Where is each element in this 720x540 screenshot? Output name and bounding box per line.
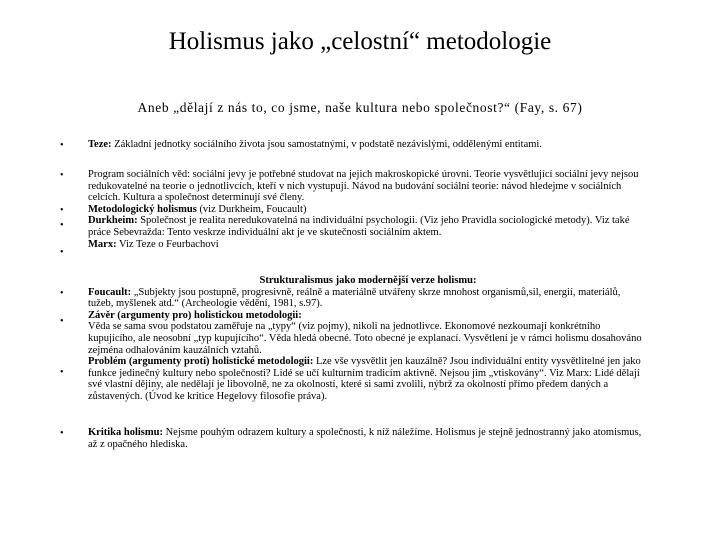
zaver-label: Závěr (argumenty pro) holistickou metodologii: <box>88 309 302 321</box>
item-teze <box>88 139 648 151</box>
zaver-text: Věda se sama svou podstatou zaměřuje na „typy“ (viz pojmy), nikoli na jednotlivce. Ekonomové nezkoumají konkrétního kupujícího, ale neosobní „typ kupujícího“. Věda hledá obecné. Toto obecné je explanací. Vysvětlení je v rámci holismu dosahováno zejména odhalováním kauzálních vztahů. <box>88 321 642 356</box>
problem-label: Problém (argumenty proti) holistické metodologii: <box>88 356 314 368</box>
problem-text: Lze vše vysvětlit jen kauzálně? Jsou individuální entity vysvětlitelné jen jako funkce jedinečný kultury nebo společnosti? Lidé se učí kulturním tradicím aktivně. Nejsou jim „vtiskovány“. Viz Marx: Lidé dělají své vlastní dějiny, ale nedělají je libovolně, ne za okolností, které si sami zvolili, nýbrž za okolností přímo předem daných a zůstavených. (Úvod ke kritice Hegelovy filosofie práva). <box>88 356 641 402</box>
durkheim-label: Durkheim: <box>88 215 138 227</box>
bullet-icon: • <box>60 247 64 258</box>
item-metodologicky <box>88 204 648 216</box>
foucault-text: „Subjekty jsou postupně, progresivně, reálně a materiálně utvářeny skrze mnohost organismů,sil, energií, materiálů, tužeb, myšlenek atd.“ (Archeologie vědění, 1981, s.97). <box>88 286 621 310</box>
block-program <box>88 169 648 250</box>
item-problem <box>88 356 648 402</box>
item-durkheim <box>88 215 648 238</box>
teze-text: Základní jednotky sociálního života jsou samostatnými, v podstatě nezávislými, oddělenými entitami. <box>111 139 542 150</box>
bullet-icon: • <box>60 140 64 151</box>
marx-label: Marx: <box>88 238 117 250</box>
bullet-icon: • <box>60 428 64 439</box>
bullet-icon: • <box>60 288 64 299</box>
metodologicky-label: Metodologický holismus <box>88 203 197 215</box>
item-kritika <box>88 427 648 450</box>
kritika-text: Nejsme pouhým odrazem kultury a společnosti, k níž náležíme. Holismus je stejně jednostranný jako atomismus, až z opačného hlediska. <box>88 427 642 450</box>
durkheim-text: Společnost je realita neredukovatelná na individuální psychologii. (Viz jeho Pravidla sociologické metody). Viz také práce Sebevražda: Tento veskrze individuální akt je ve skutečnosti sociálním aktem. <box>88 215 630 238</box>
item-program: Program sociálních věd: sociální jevy je potřebné studovat na jejich makroskopické úrovni. Teorie vysvětlující sociální jevy nejsou redukovatelné na teorie o jednotlivcích, kteří v nich vystupují. Návod na budování sociální teorie: návod hledejme v sociálních celcích. Kultura a společnost determinují své členy. <box>88 169 639 204</box>
teze-label: Teze: <box>88 139 112 150</box>
block-strukturalismus <box>88 275 648 403</box>
bullet-icon: • <box>60 205 64 216</box>
bullet-icon: • <box>60 170 64 181</box>
kritika-label: Kritika holismu: <box>88 427 163 438</box>
foucault-label: Foucault: <box>88 286 132 298</box>
slide-subtitle: Aneb „dělají z nás to, co jsme, naše kultura nebo společnost?“ (Fay, s. 67) <box>137 100 583 115</box>
slide-title: Holismus jako „celostní“ metodologie <box>168 28 552 55</box>
bullet-icon: • <box>60 316 64 327</box>
marx-text: Viz Teze o Feurbachovi <box>116 238 219 250</box>
item-marx <box>88 239 648 251</box>
bullet-icon: • <box>60 220 64 231</box>
item-foucault <box>88 287 648 310</box>
bullet-icon: • <box>60 367 64 378</box>
item-zaver <box>88 310 648 356</box>
metodologicky-text: (viz Durkheim, Foucault) <box>196 203 307 215</box>
strukturalismus-heading: Strukturalismus jako modernější verze holismu: <box>259 275 477 286</box>
